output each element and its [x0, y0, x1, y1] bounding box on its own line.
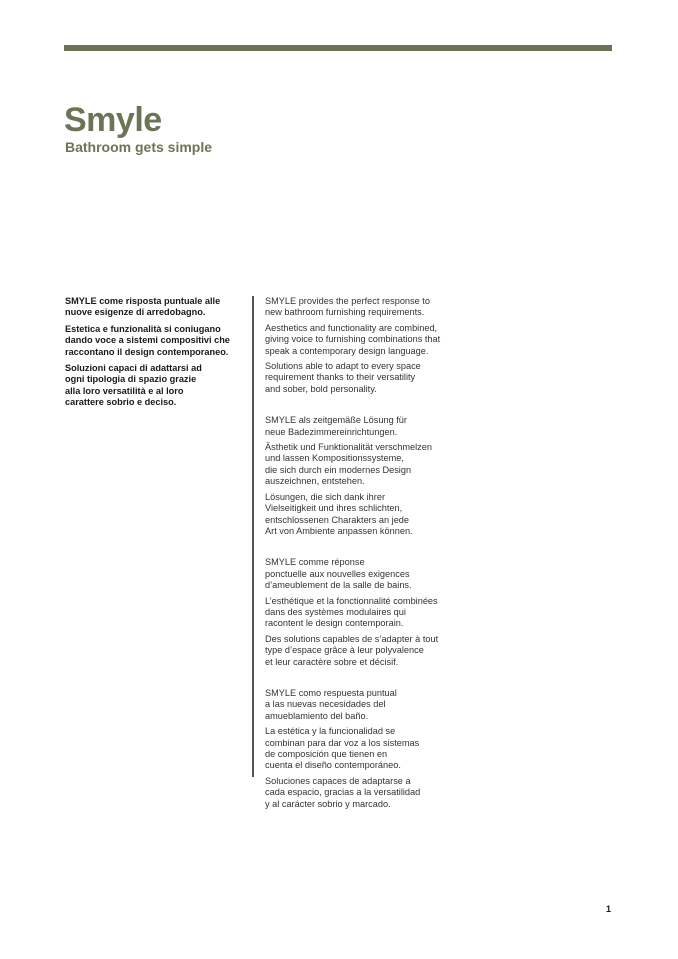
- spanish-paragraph: Soluciones capaces de adaptarse a cada espacio, gracias a la versatilidad y al carácter sobrio y marcado.: [265, 775, 421, 809]
- french-block: [265, 557, 465, 668]
- page-number: 1: [606, 904, 612, 914]
- italian-text-column: [65, 296, 245, 414]
- french-paragraph: Des solutions capables de s’adapter à tout type d’espace grâce à leur polyvalence et leur caractère sobre et décisif.: [265, 633, 439, 667]
- german-paragraph: Ästhetik und Funktionalität verschmelzen und lassen Kompositionssysteme, die sich durch ein modernes Design auszeichnen, entstehen.: [265, 442, 432, 487]
- italian-paragraph: SMYLE come risposta puntuale alle nuove esigenze di arredobagno.: [65, 296, 221, 318]
- english-paragraph: Solutions able to adapt to every space requirement thanks to their versatility and sober, bold personality.: [265, 361, 421, 394]
- translations-column: [265, 296, 465, 830]
- page-title: Smyle: [64, 101, 162, 139]
- german-paragraph: SMYLE als zeitgemäße Lösung für neue Badezimmereinrichtungen.: [265, 415, 407, 437]
- french-paragraph: SMYLE comme réponse ponctuelle aux nouvelles exigences d’ameublement de la salle de bains.: [265, 557, 412, 591]
- german-block: [265, 415, 465, 537]
- english-paragraph: SMYLE provides the perfect response to new bathroom furnishing requirements.: [265, 296, 430, 318]
- top-accent-bar: [64, 45, 612, 51]
- english-paragraph: Aesthetics and functionality are combined, giving voice to furnishing combinations that speak a contemporary design language.: [265, 322, 441, 356]
- spanish-paragraph: SMYLE como respuesta puntual a las nuevas necesidades del amueblamiento del baño.: [265, 687, 397, 721]
- italian-paragraph: Soluzioni capaci di adattarsi ad ogni tipologia di spazio grazie alla loro versatilità e al loro carattere sobrio e deciso.: [65, 363, 202, 408]
- english-block: [265, 296, 465, 395]
- italian-paragraph: Estetica e funzionalità si coniugano dando voce a sistemi compositivi che raccontano il design contemporaneo.: [65, 323, 230, 357]
- spanish-block: [265, 688, 465, 810]
- spanish-paragraph: La estética y la funcionalidad se combinan para dar voz a los sistemas de composición que tienen en cuenta el diseño contemporáneo.: [265, 726, 420, 771]
- page-subtitle: Bathroom gets simple: [65, 139, 213, 155]
- french-paragraph: L’esthétique et la fonctionnalité combinées dans des systèmes modulaires qui racontent le design contemporain.: [265, 595, 438, 629]
- german-paragraph: Lösungen, die sich dank ihrer Vielseitigkeit und ihres schlichten, entschlossenen Charakters an jede Art von Ambiente anpassen können.: [265, 491, 413, 536]
- column-divider: [252, 296, 254, 777]
